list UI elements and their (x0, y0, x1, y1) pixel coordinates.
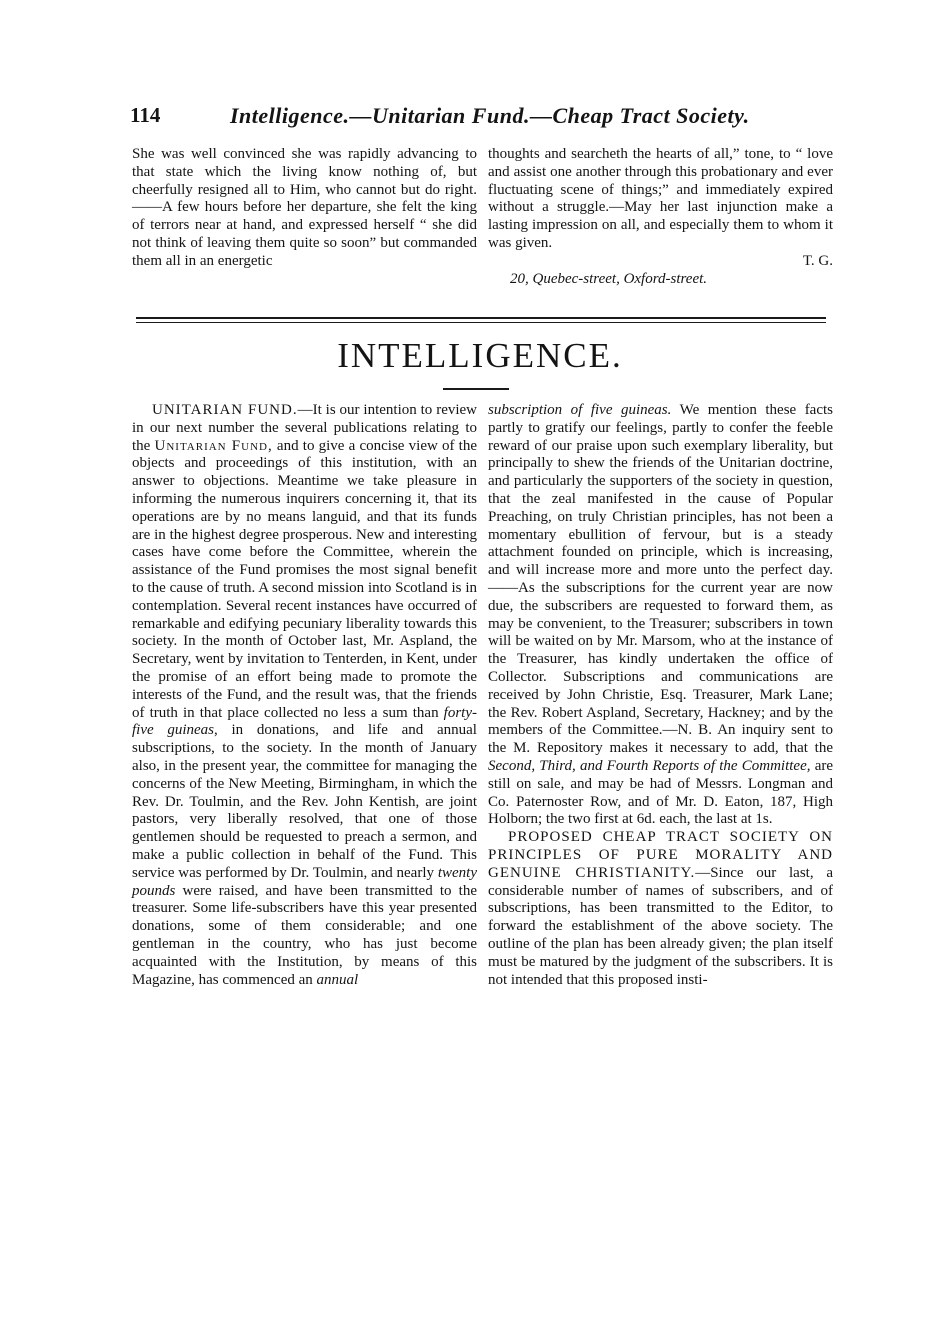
tract-society-text: —Since our last, a considerable number of names of subscribers, and of subscriptions, has been transmitted to the Editor, to forward the establishment of the above society. The outline of the plan has been already given; the plan itself must be matured by the judgment of the subscribers. It is not intended that this proposed insti- (488, 864, 833, 988)
running-head (130, 103, 830, 137)
article-text-3: , in donations, and life and annual subscriptions, to the society. In the month of January also, in the present year, the committee for managing the concerns of the New Meeting, Birmingham, in which the Rev. Dr. Toulmin, and the Rev. John Kentish, are joint pastors, very liberally resolved, that one of those gentlemen should be requested to preach a sermon, and make a public collection in behalf of the Fund. This service was performed by Dr. Toulmin, and nearly (132, 722, 477, 881)
cheap-tract-article (488, 829, 833, 989)
article-text-4: were raised, and have been transmitted to the treasurer. Some life-subscribers have this year presented donations, some of them considerable; and one gentleman in the country, who has just become acquainted with the Institution, by means of this Magazine, has commenced an (132, 882, 477, 988)
article-lead: UNITARIAN FUND. (152, 402, 298, 418)
top-right-column (488, 146, 833, 288)
section-heading: INTELLIGENCE. (337, 336, 623, 375)
fund-name: Unitarian Fund, (154, 437, 273, 454)
left-column (132, 402, 477, 989)
right-column (488, 402, 833, 989)
top-left-column (132, 146, 477, 271)
unitarian-fund-article (132, 402, 477, 989)
obituary-continuation-left: She was well convinced she was rapidly advancing to that state which the living know nothing of, but cheerfully resigned all to Him, who cannot but do right.——A few hours before her departure, she felt the king of terrors near at hand, and expressed herself “ she did not think of leaving them quite so soon” but commanded them all in an energetic (132, 146, 477, 269)
twenty-pounds: twenty pounds (132, 864, 477, 899)
obituary-continuation-right: thoughts and searcheth the hearts of all,” tone, to “ love and assist one another through this probationary and ever fluctuating scene of things;” and immediately expired without a struggle.—May her last injunction make a lasting impression on all, and especially them to whom it was given. (488, 146, 833, 251)
divider-thick-line (136, 317, 826, 319)
subscription-five-guineas: subscription of five guineas. (488, 402, 672, 418)
article-text-2: and to give a concise view of the objects and proceedings of this institution, with an answer to objections. Meantime we take pleasure in informing the numerous inquirers concerning it, that its operations are by no means languid, and that its funds are in the highest degree prosperous. New and interesting cases have come before the Committee, wherein the assistance of the Fund promises the most signal benefit to the cause of truth. A second mission into Scotland is in contemplation. Several recent instances have occurred of remarkable and edifying pecuniary liberality towards this society. In the month of October last, Mr. Aspland, the Secretary, went by invitation to Tenterden, in Kent, under the promise of an effort being made to promote the interests of the Fund, and the result was, that the friends of truth in that place collected no less a sum than (132, 437, 478, 721)
continuation-text-2: are still on sale, and may be had of Messrs. Longman and Co. Paternoster Row, and of Mr. D. Eaton, 187, High Holborn; the two first at 6d. each, the last at 1s. (488, 757, 833, 828)
forty-five-guineas: forty-five guineas (132, 704, 477, 739)
unitarian-fund-continuation (488, 402, 833, 829)
annual-word: annual (316, 971, 359, 988)
tract-society-heading: PROPOSED CHEAP TRACT SOCIETY ON PRINCIPLES OF PURE MORALITY AND GENUINE CHRISTIANITY. (488, 829, 833, 881)
continuation-text-1: We mention these facts partly to gratify our feelings, partly to confer the feeble reward of our praise upon such exemplary liberality, but principally to shew the friends of the Unitarian doctrine, and particularly the supporters of the society in question, that the zeal manifested in the cause of Popular Preaching, on truly Christian principles, has not been a momentary ebullition of fervour, but is a steady attachment founded on principle, which is increasing, and will increase more and more unto the perfect day.——As the subscriptions for the current year are now due, the subscribers are requested to forward them, as may be convenient, to the Treasurer; subscribers in town will be waited on by Mr. Marsom, who at the instance of the Treasurer, has kindly undertaken the office of Collector. Subscriptions and communications are received by John Christie, Esq. Treasurer, Mark Lane; the Rev. Robert Aspland, Secretary, Hackney; and by the members of the Committee.—N. B. An inquiry sent to the M. Repository makes it necessary to add, that the (488, 402, 834, 757)
article-text-1: —It is our intention to review in our next number the several publications relating to the (132, 402, 478, 454)
divider-thin-line (136, 322, 826, 323)
page-number: 114 (130, 103, 161, 127)
address: 20, Quebec-street, Oxford-street. (510, 270, 708, 287)
section-divider (136, 315, 826, 327)
running-title: Intelligence.—Unitarian Fund.—Cheap Tract Society. (230, 103, 750, 128)
heading-underline (443, 388, 509, 390)
committee-reports: Second, Third, and Fourth Reports of the Committee, (488, 757, 811, 774)
signature: T. G. (802, 252, 833, 269)
